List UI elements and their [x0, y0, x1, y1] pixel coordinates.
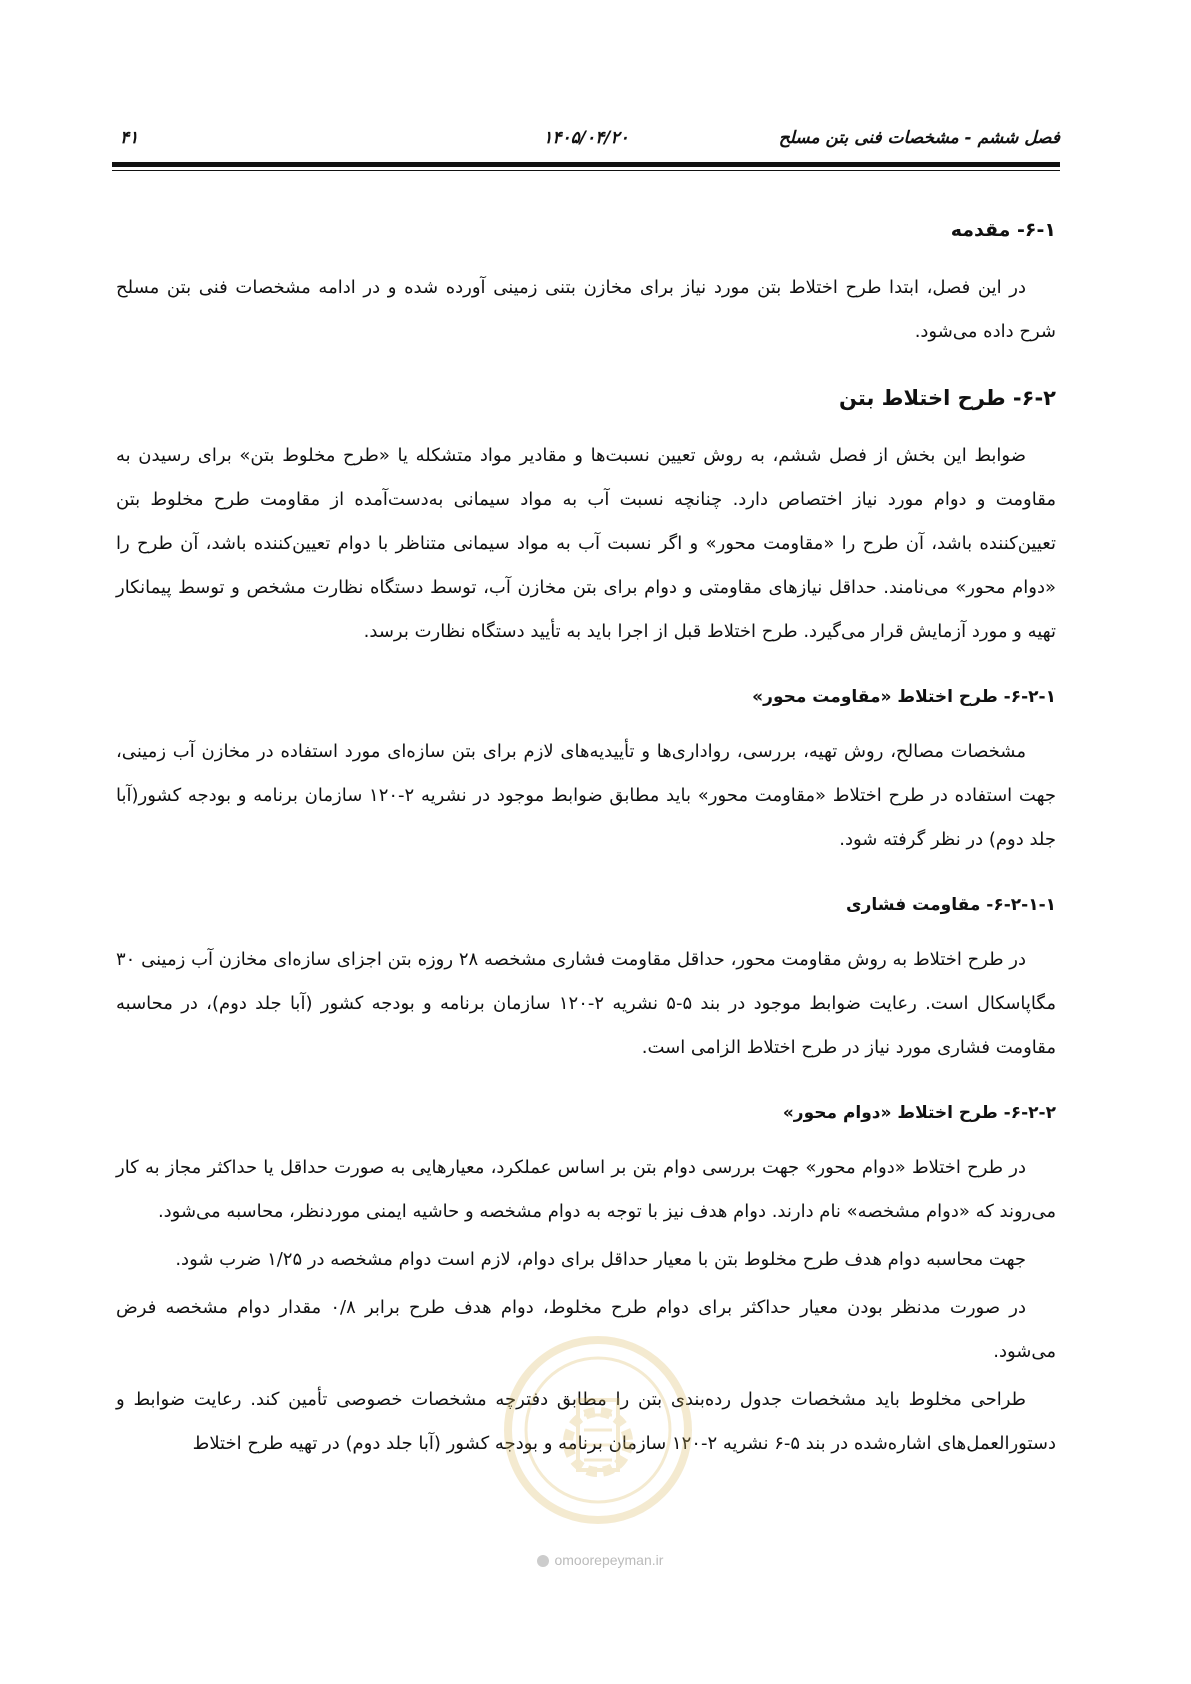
- watermark-url-text: omoorepeyman.ir: [554, 1552, 664, 1568]
- section-intro-paragraph: در این فصل، ابتدا طرح اختلاط بتن مورد نیاز برای مخازن بتنی زمینی آورده شده و در ادامه مشخصات فنی بتن مسلح شرح داده می‌شود.: [116, 277, 1056, 342]
- section-durability-heading: ۶-۲-۲- طرح اختلاط «دوام محور»: [782, 1103, 1056, 1123]
- section-strength-paragraph: مشخصات مصالح، روش تهیه، بررسی، رواداری‌ها و تأییدیه‌های لازم برای بتن سازه‌ای مورد استفاده در مخازن آب زمینی، جهت استفاده در طرح اختلاط «مقاومت محور» باید مطابق ضوابط موجود در نشریه ۲-۱۲۰ سازمان برنامه و بودجه کشور(آبا جلد دوم) در نظر گرفته شود.: [116, 741, 1056, 850]
- section-strength-heading: ۶-۲-۱- طرح اختلاط «مقاومت محور»: [752, 687, 1056, 707]
- page-header: [112, 128, 1060, 152]
- header-date: ۱۴۰۵/۰۴/۲۰: [543, 128, 629, 148]
- watermark-logo-icon: [537, 1555, 549, 1567]
- header-rule-thick: [112, 162, 1060, 167]
- section-compressive-heading: ۶-۲-۱-۱- مقاومت فشاری: [846, 895, 1056, 915]
- section-durability-paragraph-1: در طرح اختلاط «دوام محور» جهت بررسی دوام بتن بر اساس عملکرد، معیارهایی به صورت حداقل یا حداکثر مجاز به کار می‌روند که «دوام مشخصه» نام دارند. دوام هدف نیز با توجه به دوام مشخصه و حاشیه ایمنی موردنظر، محاسبه می‌شود.: [116, 1157, 1056, 1222]
- section-durability-paragraph-3: در صورت مدنظر بودن معیار حداکثر برای دوام طرح مخلوط، دوام هدف طرح برابر ۰/۸ مقدار دوام مشخصه فرض می‌شود.: [116, 1297, 1056, 1362]
- section-intro-heading: ۶-۱- مقدمه: [950, 219, 1056, 241]
- header-rule-thin: [112, 170, 1060, 171]
- section-mix-paragraph: ضوابط این بخش از فصل ششم، به روش تعیین نسبت‌ها و مقادیر مواد متشکله یا «طرح مخلوط بتن» برای رسیدن به مقاومت و دوام مورد نیاز اختصاص دارد. چنانچه نسبت آب به مواد سیمانی به‌دست‌آمده از مقاومت طرح مخلوط بتن تعیین‌کننده باشد، آن طرح را «مقاومت محور» و اگر نسبت آب به مواد سیمانی متناظر با دوام تعیین‌کننده باشد، آن طرح را «دوام محور» می‌نامند. حداقل نیازهای مقاومتی و دوام برای بتن مخازن آب، توسط دستگاه نظارت مشخص و توسط پیمانکار تهیه و مورد آزمایش قرار می‌گیرد. طرح اختلاط قبل از اجرا باید به تأیید دستگاه نظارت برسد.: [116, 445, 1056, 642]
- section-durability-paragraph-2: جهت محاسبه دوام هدف طرح مخلوط بتن با معیار حداقل برای دوام، لازم است دوام مشخصه در ۱/۲۵ ضرب شود.: [175, 1249, 1026, 1270]
- chapter-title: فصل ششم - مشخصات فنی بتن مسلح: [778, 128, 1060, 148]
- section-durability-paragraph-4: طراحی مخلوط باید مشخصات جدول رده‌بندی بتن را مطابق دفترچه مشخصات خصوصی تأمین کند. رعایت ضوابط و دستورالعمل‌های اشاره‌شده در بند ۵-۶ نشریه ۲-۱۲۰ سازمان برنامه و بودجه کشور (آبا جلد دوم) در تهیه طرح اختلاط: [116, 1389, 1056, 1454]
- page-number: ۴۱: [120, 128, 139, 148]
- section-mix-heading: ۶-۲- طرح اختلاط بتن: [838, 386, 1056, 410]
- watermark-url: [500, 1552, 700, 1568]
- section-compressive-paragraph: در طرح اختلاط به روش مقاومت محور، حداقل مقاومت فشاری مشخصه ۲۸ روزه بتن اجزای سازه‌ای مخازن آب زمینی ۳۰ مگاپاسکال است. رعایت ضوابط موجود در بند ۵-۵ نشریه ۲-۱۲۰ سازمان برنامه و بودجه کشور (آبا جلد دوم)، در محاسبه مقاومت فشاری مورد نیاز در طرح اختلاط الزامی است.: [116, 949, 1056, 1058]
- page-body: [116, 210, 1056, 1470]
